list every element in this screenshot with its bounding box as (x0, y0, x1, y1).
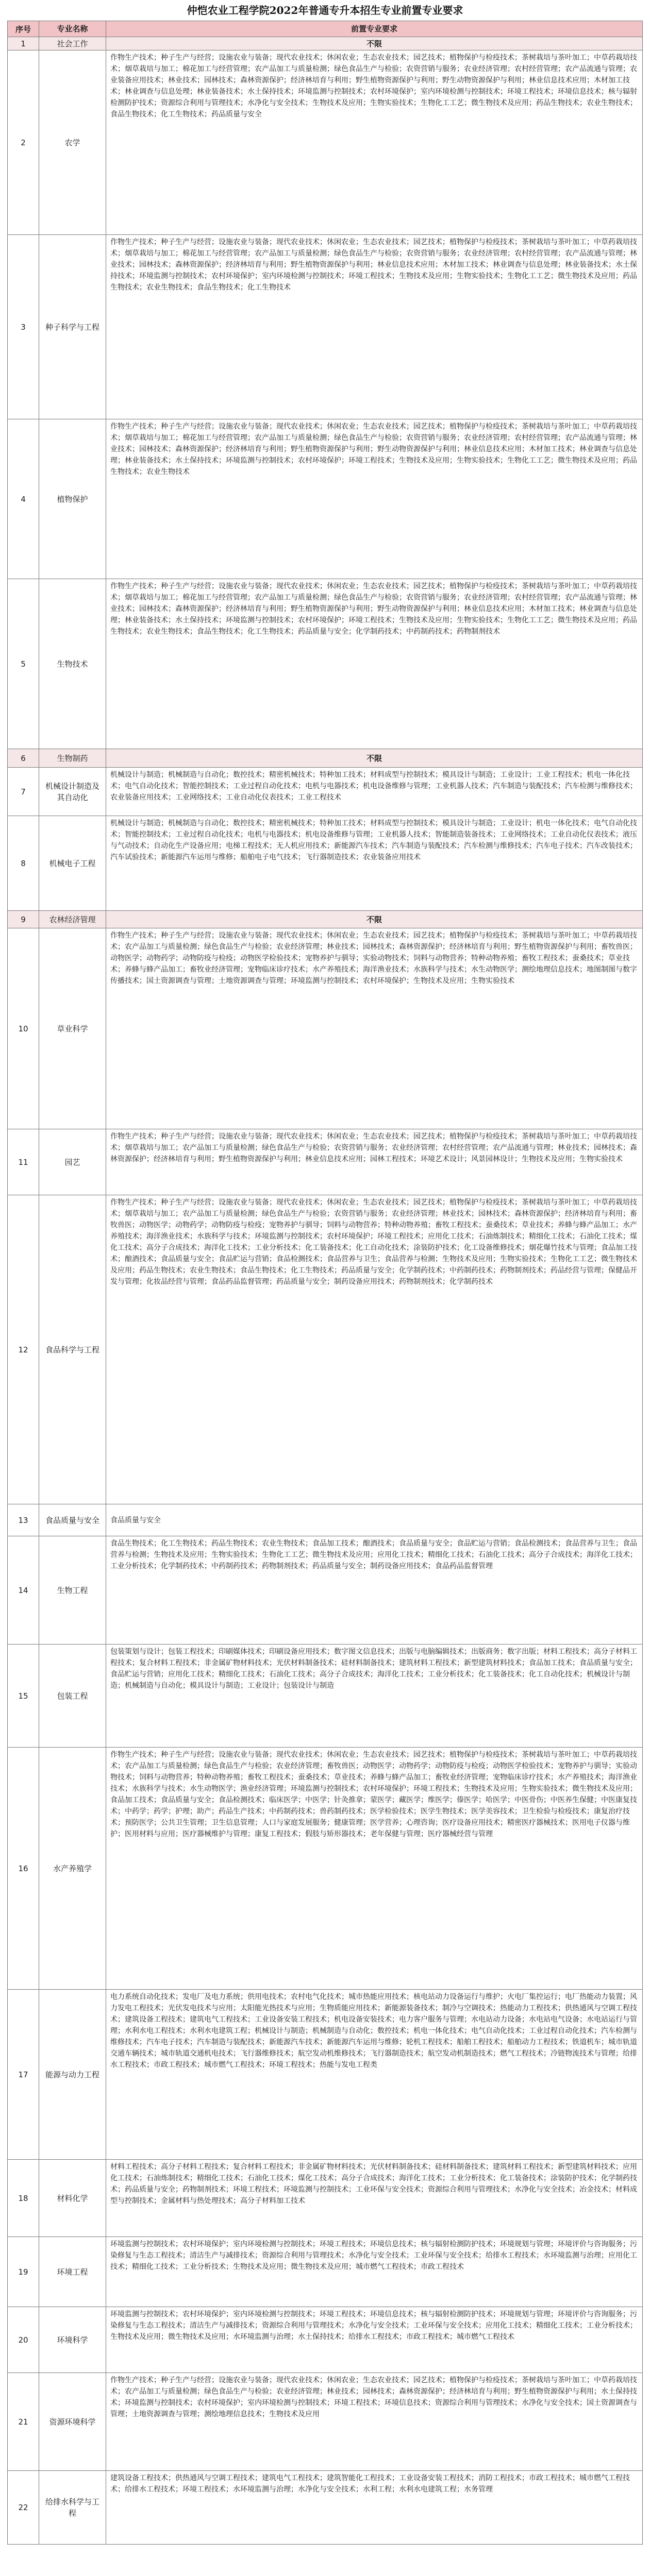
row-major: 能源与动力工程 (39, 1990, 106, 2159)
table-row (8, 2471, 642, 2544)
row-no: 3 (8, 235, 39, 419)
row-requirement: 作物生产技术；种子生产与经营；设施农业与装备；现代农业技术；休闲农业；生态农业技术；园艺技术；植物保护与检疫技术；茶树栽培与茶叶加工；中草药栽培技术；烟草栽培与加工；棉花加工与经营管理；农产品加工与质量检测；绿色食品生产与检验；农资营销与服务；农业经济管理；农村经营管理；农产品流通与管理；林业技术；园林技术；森林资源保护；经济林培育与利用；野生植物资源保护与利用；野生动物资源保护与利用；林业信息技术应用；木材加工技术；林业调查与信息处理；林业装备技术；水土保持技术；环境监测与控制技术；农村环境保护；环境工程技术；生物技术及应用；生物实验技术；生物化工工艺；微生物技术及应用；药品生物技术；农业生物技术 (110, 422, 637, 476)
row-major: 给排水科学与工程 (39, 2471, 106, 2544)
row-requirement: 电力系统自动化技术；发电厂及电力系统；供用电技术；农村电气化技术；城市热能应用技术；核电站动力设备运行与维护；火电厂集控运行；电厂热能动力装置；风力发电工程技术；光伏发电技术与应用；太阳能光热技术与应用；生物质能应用技术；新能源装备技术；制冷与空调技术；热能动力工程技术；供热通风与空调工程技术；建筑设备工程技术；建筑电气工程技术；工业设备安装工程技术；机电设备安装技术；电力客户服务与管理；水电站动力设备；水电站电气设备；水电站运行与管理；水利水电工程技术；水利水电建筑工程；机械设计与制造；机械制造与自动化；数控技术；机电一体化技术；电气自动化技术；工业过程自动化技术；汽车检测与维修技术；汽车电子技术；汽车制造与装配技术；新能源汽车技术；新能源汽车运用与维修；轮机工程技术；船舶工程技术；船舶动力工程技术；铁道机车；城市轨道交通车辆技术；城市轨道交通机电技术；飞行器维修技术；航空发动机维修技术；飞行器制造技术；航空发动机制造技术；燃气工程技术；冷链物流技术与管理；给排水工程技术；市政工程技术；城市燃气工程技术；环境工程技术；热能与发电工程类 (110, 1993, 637, 2069)
row-requirement: 机械设计与制造；机械制造与自动化；数控技术；精密机械技术；特种加工技术；材料成型与控制技术；模具设计与制造；工业设计；工业工程技术；机电一体化技术；电气自动化技术；智能控制技术；工业过程自动化技术；电机与电器技术；机电设备维修与管理；工业机器人技术；汽车制造与装配技术；汽车检测与维修技术；农业装备应用技术；工业网络技术；工业自动化仪表技术；工业工程技术 (110, 771, 637, 802)
row-no: 4 (8, 419, 39, 579)
table-row (8, 235, 642, 419)
row-no: 12 (8, 1195, 39, 1504)
table-row (8, 419, 642, 579)
row-major: 社会工作 (39, 37, 106, 50)
row-no: 13 (8, 1504, 39, 1536)
row-no: 9 (8, 911, 39, 928)
header-major: 专业名称 (39, 21, 106, 37)
page-title: 仲恺农业工程学院2022年普通专升本招生专业前置专业要求 (187, 4, 463, 16)
table-row (8, 816, 642, 911)
table-row (8, 928, 642, 1129)
row-no: 14 (8, 1536, 39, 1644)
row-major: 食品质量与安全 (39, 1504, 106, 1536)
table-row (8, 2307, 642, 2373)
row-major: 草业科学 (39, 928, 106, 1129)
row-no: 19 (8, 2237, 39, 2307)
row-major: 食品科学与工程 (39, 1195, 106, 1504)
row-no: 8 (8, 816, 39, 910)
table-row (8, 50, 642, 235)
row-requirement: 不限 (366, 39, 382, 48)
table-row (8, 2160, 642, 2237)
header-requirement: 前置专业要求 (351, 24, 397, 33)
table-row (8, 749, 642, 768)
row-requirement: 作物生产技术；种子生产与经营；设施农业与装备；现代农业技术；休闲农业；生态农业技术；园艺技术；植物保护与检疫技术；茶树栽培与茶叶加工；中草药栽培技术；烟草栽培与加工；棉花加工与经营管理；农产品加工与质量检测；绿色食品生产与检验；农资营销与服务；农业经济管理；农村经营管理；农产品流通与管理；林业技术；园林技术；森林资源保护；经济林培育与利用；野生植物资源保护与利用；野生动物资源保护与利用；林业信息技术应用；木材加工技术；林业调查与信息处理；林业装备技术；水土保持技术；环境监测与控制技术；农村环境保护；环境工程技术；生物技术及应用；生物实验技术；生物化工工艺；微生物技术及应用；药品生物技术；农业生物技术；食品生物技术；化工生物技术；药品质量与安全；化学制药技术；中药制药技术；药物制剂技术 (110, 582, 637, 636)
table-row (8, 2237, 642, 2307)
row-major: 生物技术 (39, 579, 106, 749)
row-major: 环境工程 (39, 2237, 106, 2307)
table-row (8, 579, 642, 749)
row-major: 包装工程 (39, 1645, 106, 1747)
row-major: 农林经济管理 (39, 911, 106, 928)
row-no: 5 (8, 579, 39, 749)
row-requirement: 机械设计与制造；机械制造与自动化；数控技术；精密机械技术；特种加工技术；材料成型与控制技术；模具设计与制造；工业设计；机电一体化技术；电气自动化技术；智能控制技术；工业过程自动化技术；电机与电器技术；机电设备维修与管理；工业机器人技术；智能制造装备技术；工业网络技术；工业自动化仪表技术；液压与气动技术；自动化生产设备应用；电梯工程技术；无人机应用技术；新能源汽车技术；汽车制造与装配技术；汽车检测与维修技术；汽车电子技术；汽车改装技术；汽车试验技术；新能源汽车运用与维修；船舶电子电气技术；飞行器制造技术；农业装备应用技术 (110, 819, 637, 861)
table-row (8, 1195, 642, 1504)
row-requirement: 建筑设备工程技术；供热通风与空调工程技术；建筑电气工程技术；建筑智能化工程技术；工业设备安装工程技术；消防工程技术；市政工程技术；城市燃气工程技术；给排水工程技术；环境工程技术；水环境监测与治理；水净化与安全技术；水利工程；水利水电建筑工程；水务管理 (110, 2474, 630, 2494)
row-no: 15 (8, 1645, 39, 1747)
row-requirement: 食品生物技术；化工生物技术；药品生物技术；农业生物技术；食品加工技术；酿酒技术；食品质量与安全；食品贮运与营销；食品检测技术；食品营养与卫生；食品营养与检测；生物技术及应用；生物实验技术；生物化工工艺；微生物技术及应用；应用化工技术；精细化工技术；石油化工技术；高分子合成技术；海洋化工技术；工业分析技术；化学制药技术；中药制药技术；药物制剂技术；药品质量与安全；制药设备应用技术；食品药品监督管理 (110, 1539, 637, 1570)
row-requirement: 环境监测与控制技术；农村环境保护；室内环境检测与控制技术；环境工程技术；环境信息技术；核与辐射检测防护技术；环境规划与管理；环境评价与咨询服务；污染修复与生态工程技术；清洁生产与减排技术；资源综合利用与管理技术；水净化与安全技术；工业环保与安全技术；给排水工程技术；水环境监测与治理；应用化工技术；精细化工技术；工业分析技术；生物技术及应用；微生物技术及应用；城市燃气工程技术；市政工程技术 (110, 2240, 637, 2271)
row-major: 植物保护 (39, 419, 106, 579)
table-row (8, 1129, 642, 1195)
row-requirement: 作物生产技术；种子生产与经营；设施农业与装备；现代农业技术；休闲农业；生态农业技术；园艺技术；植物保护与检疫技术；茶树栽培与茶叶加工；中草药栽培技术；烟草栽培与加工；棉花加工与经营管理；农产品加工与质量检测；绿色食品生产与检验；农资营销与服务；农业经济管理；农村经营管理；农产品流通与管理；农业装备应用技术；林业技术；园林技术；森林资源保护；经济林培育与利用；野生植物资源保护与利用；野生动物资源保护与利用；林业信息技术应用；木材加工技术；林业调查与信息处理；林业装备技术；水土保持技术；环境监测与控制技术；农村环境保护；室内环境检测与控制技术；环境工程技术；环境信息技术；核与辐射检测防护技术；资源综合利用与管理技术；水净化与安全技术；生物技术及应用；生物实验技术；生物化工工艺；微生物技术及应用；药品生物技术；农业生物技术；食品生物技术；化工生物技术；药品质量与安全 (110, 54, 637, 118)
row-major: 种子科学与工程 (39, 235, 106, 419)
row-no: 18 (8, 2160, 39, 2236)
row-requirement: 作物生产技术；种子生产与经营；设施农业与装备；现代农业技术；休闲农业；生态农业技术；园艺技术；植物保护与检疫技术；茶树栽培与茶叶加工；中草药栽培技术；烟草栽培与加工；农产品加工与质量检测；绿色食品生产与检验；农资营销与服务；农业经济管理；农村经营管理；农产品流通与管理；林业技术；园林技术；森林资源保护；经济林培育与利用；野生植物资源保护与利用；林业信息技术应用；园林工程技术；环境艺术设计；风景园林设计；生物技术及应用；生物实验技术 (110, 1132, 637, 1163)
table-row (8, 2373, 642, 2471)
row-no: 22 (8, 2471, 39, 2544)
row-no: 20 (8, 2307, 39, 2372)
row-no: 21 (8, 2373, 39, 2470)
table-row (8, 768, 642, 816)
row-no: 17 (8, 1990, 39, 2159)
row-no: 1 (8, 37, 39, 50)
row-major: 农学 (39, 50, 106, 234)
table-row (8, 1748, 642, 1990)
table-row (8, 1990, 642, 2160)
row-requirement: 包装策划与设计；包装工程技术；印刷媒体技术；印刷设备应用技术；数字图文信息技术；出版与电脑编辑技术；出版商务；数字出版；材料工程技术；高分子材料工程技术；复合材料工程技术；非金属矿物材料技术；光伏材料制备技术；硅材料制备技术；建筑材料工程技术；新型建筑材料技术；食品加工技术；食品质量与安全；食品贮运与营销；应用化工技术；精细化工技术；石油化工技术；高分子合成技术；海洋化工技术；工业分析技术；化工装备技术；化工自动化技术；机械设计与制造；机械制造与自动化；模具设计与制造；工业设计；包装设计与制造 (110, 1648, 637, 1690)
row-major: 材料化学 (39, 2160, 106, 2236)
table-row (8, 1536, 642, 1645)
row-requirement: 环境监测与控制技术；农村环境保护；室内环境检测与控制技术；环境工程技术；环境信息技术；核与辐射检测防护技术；环境规划与管理；环境评价与咨询服务；污染修复与生态工程技术；清洁生产与减排技术；资源综合利用与管理技术；水净化与安全技术；工业环保与安全技术；应用化工技术；精细化工技术；工业分析技术；生物技术及应用；微生物技术及应用；水环境监测与治理；水土保持技术；给排水工程技术；市政工程技术；城市燃气工程技术 (110, 2310, 637, 2341)
row-major: 环境科学 (39, 2307, 106, 2372)
row-no: 11 (8, 1129, 39, 1195)
row-no: 16 (8, 1748, 39, 1989)
row-major: 机械电子工程 (39, 816, 106, 910)
row-major: 水产养殖学 (39, 1748, 106, 1989)
row-requirement: 不限 (366, 753, 382, 763)
row-no: 2 (8, 50, 39, 234)
row-major: 机械设计制造及其自动化 (39, 768, 106, 816)
row-no: 6 (8, 749, 39, 767)
table-row (8, 1645, 642, 1748)
row-no: 10 (8, 928, 39, 1129)
header-no: 序号 (8, 21, 39, 37)
row-major: 资源环境科学 (39, 2373, 106, 2470)
row-requirement: 食品质量与安全 (110, 1516, 161, 1524)
row-major: 生物工程 (39, 1536, 106, 1644)
row-requirement: 作物生产技术；种子生产与经营；设施农业与装备；现代农业技术；休闲农业；生态农业技术；园艺技术；植物保护与检疫技术；茶树栽培与茶叶加工；中草药栽培技术；农产品加工与质量检测；绿色食品生产与检验；农业经济管理；畜牧兽医；动物医学；动物药学；动物防疫与检疫；动物医学检验技术；宠物养护与驯导；实验动物技术；饲料与动物营养；特种动物养殖；畜牧工程技术；蚕桑技术；草业技术；养蜂与蜂产品加工；畜牧业经济管理；宠物临床诊疗技术；水产养殖技术；海洋渔业技术；水族科学与技术；水生动物医学；渔业经济管理；环境监测与控制技术；农村环境保护；环境工程技术；生物技术及应用；生物实验技术；微生物技术及应用；食品加工技术；食品质量与安全；食品检测技术；临床医学；中医学；针灸推拿；蒙医学；藏医学；维医学；傣医学；哈医学；中医骨伤；中医养生保健；中医康复技术；中药学；药学；护理；助产；药品生产技术；中药制药技术；兽药制药技术；医学检验技术；医学生物技术；医学美容技术；卫生检验与检疫技术；康复治疗技术；预防医学；公共卫生管理；卫生信息管理；人口与家庭发展服务；健康管理；医学营养；心理咨询；医疗设备应用技术；精密医疗器械技术；医用电子仪器与维护；医用材料与应用；医疗器械维护与管理；康复工程技术；假肢与矫形器技术；老年保健与管理；医疗器械经营与管理 (110, 1751, 637, 1838)
row-requirement: 不限 (366, 914, 382, 924)
table-row (8, 1504, 642, 1536)
table-row (8, 37, 642, 50)
row-requirement: 作物生产技术；种子生产与经营；设施农业与装备；现代农业技术；休闲农业；生态农业技术；园艺技术；植物保护与检疫技术；茶树栽培与茶叶加工；中草药栽培技术；烟草栽培与加工；棉花加工与经营管理；农产品加工与质量检测；绿色食品生产与检验；农资营销与服务；农业经济管理；农村经营管理；农产品流通与管理；林业技术；园林技术；森林资源保护；经济林培育与利用；野生植物资源保护与利用；林业信息技术应用；木材加工技术；林业调查与信息处理；林业装备技术；水土保持技术；环境监测与控制技术；农村环境保护；室内环境检测与控制技术；环境工程技术；生物技术及应用；生物实验技术；生物化工工艺；微生物技术及应用；药品生物技术；农业生物技术；食品生物技术；化工生物技术 (110, 238, 637, 292)
row-requirement: 作物生产技术；种子生产与经营；设施农业与装备；现代农业技术；休闲农业；生态农业技术；园艺技术；植物保护与检疫技术；茶树栽培与茶叶加工；中草药栽培技术；农产品加工与质量检测；绿色食品生产与检验；农业经济管理；林业技术；园林技术；森林资源保护；经济林培育与利用；野生植物资源保护与利用；畜牧兽医；动物医学；动物药学；动物防疫与检疫；动物医学检验技术；宠物养护与驯导；实验动物技术；饲料与动物营养；特种动物养殖；畜牧工程技术；蚕桑技术；草业技术；养蜂与蜂产品加工；畜牧业经济管理；宠物临床诊疗技术；水产养殖技术；海洋渔业技术；水族科学与技术；水生动物医学；测绘地理信息技术；地图制图与数字传播技术；国土资源调查与管理；土地资源调查与管理；环境监测与控制技术；农村环境保护；生物技术及应用；生物实验技术 (110, 931, 637, 985)
table-header (8, 21, 642, 37)
row-requirement: 作物生产技术；种子生产与经营；设施农业与装备；现代农业技术；休闲农业；生态农业技术；园艺技术；植物保护与检疫技术；茶树栽培与茶叶加工；中草药栽培技术；烟草栽培与加工；农产品加工与质量检测；绿色食品生产与检验；农资营销与服务；农业经济管理；林业技术；园林技术；森林资源保护；经济林培育与利用；畜牧兽医；动物医学；动物药学；动物防疫与检疫；宠物养护与驯导；饲料与动物营养；特种动物养殖；畜牧工程技术；蚕桑技术；草业技术；养蜂与蜂产品加工；水产养殖技术；海洋渔业技术；水族科学与技术；环境监测与控制技术；农村环境保护；环境工程技术；应用化工技术；石油炼制技术；精细化工技术；石油化工技术；煤化工技术；高分子合成技术；海洋化工技术；工业分析技术；化工装备技术；化工自动化技术；涂装防护技术；化工设备维修技术；烟花爆竹技术与管理；食品加工技术；酿酒技术；食品质量与安全；食品贮运与营销；食品检测技术；食品营养与卫生；食品营养与检测；生物技术及应用；生物实验技术；生物化工工艺；微生物技术及应用；药品生物技术；农业生物技术；食品生物技术；化工生物技术；药品质量与安全；化学制药技术；中药制药技术；药物制剂技术；药品经营与管理；保健品开发与管理；化妆品经营与管理；食品药品监督管理；药品质量与安全；制药设备应用技术；药物制剂技术；化学制药技术 (110, 1198, 637, 1286)
requirements-table (7, 21, 643, 2545)
row-major: 生物制药 (39, 749, 106, 767)
row-requirement: 作物生产技术；种子生产与经营；设施农业与装备；现代农业技术；休闲农业；生态农业技术；园艺技术；植物保护与检疫技术；茶树栽培与茶叶加工；中草药栽培技术；农产品加工与质量检测；绿色食品生产与检验；农业经济管理；林业技术；园林技术；森林资源保护；经济林培育与利用；野生植物资源保护与利用；水土保持技术；环境监测与控制技术；农村环境保护；室内环境检测与控制技术；环境工程技术；环境信息技术；资源综合利用与管理技术；水净化与安全技术；国土资源调查与管理；土地资源调查与管理；测绘地理信息技术；生物技术及应用 (110, 2376, 637, 2418)
row-no: 7 (8, 768, 39, 816)
row-major: 园艺 (39, 1129, 106, 1195)
row-requirement: 材料工程技术；高分子材料工程技术；复合材料工程技术；非金属矿物材料技术；光伏材料制备技术；硅材料制备技术；建筑材料工程技术；新型建筑材料技术；应用化工技术；石油炼制技术；精细化工技术；石油化工技术；煤化工技术；高分子合成技术；海洋化工技术；工业分析技术；化工装备技术；涂装防护技术；化学制药技术；药品质量与安全；药物制剂技术；环境工程技术；环境监测与控制技术；工业环保与安全技术；资源综合利用与管理技术；水净化与安全技术；冶金技术；材料成型与控制技术；金属材料与热处理技术；高分子材料加工技术 (110, 2163, 637, 2205)
table-row (8, 911, 642, 928)
